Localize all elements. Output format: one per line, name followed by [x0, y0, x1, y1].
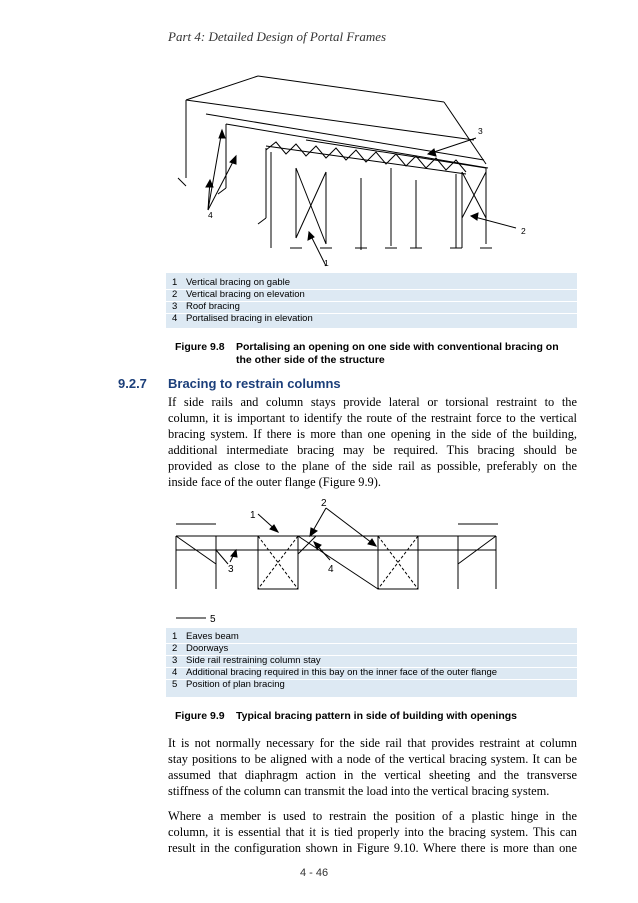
- running-header: Part 4: Detailed Design of Portal Frames: [168, 29, 387, 44]
- figure-9-8-caption: Portalising an opening on one side with conventional bracing on the other side of the structure: [236, 341, 559, 366]
- side-bracing-pattern-diagram: [166, 494, 577, 628]
- callout-2: 2: [321, 498, 327, 509]
- callout-4: 4: [328, 564, 334, 575]
- callout-1: 1: [250, 510, 256, 521]
- portal-frame-bracing-diagram: [166, 68, 577, 273]
- callout-3: 3: [478, 126, 483, 136]
- section-title: Bracing to restrain columns: [168, 376, 341, 391]
- callout-2: 2: [521, 226, 526, 236]
- figure-9-9-label: Figure 9.9: [175, 710, 225, 722]
- callout-5: 5: [210, 614, 216, 625]
- callout-4: 4: [208, 210, 213, 220]
- paragraph-3: Where a member is used to restrain the position of a plastic hinge in the column, it is essential that it is tied properly into the bracing system. This can result in the configuration shown in Figure 9.10. Where there is more than one: [168, 809, 577, 855]
- legend-item: 1 Eaves beam: [172, 631, 239, 642]
- legend-item: 2 Doorways: [172, 643, 229, 654]
- legend-item: 4 Additional bracing required in this bay on the inner face of the outer flange: [172, 667, 498, 678]
- legend-item: 3 Side rail restraining column stay: [172, 655, 321, 666]
- page-number: 4 - 46: [300, 867, 329, 879]
- figure-9-8-box: [166, 68, 577, 328]
- legend-item: 2 Vertical bracing on elevation: [172, 289, 305, 300]
- legend-item: 3 Roof bracing: [172, 301, 240, 312]
- callout-3: 3: [228, 564, 234, 575]
- section-number: 9.2.7: [118, 376, 147, 391]
- legend-item: 1 Vertical bracing on gable: [172, 277, 291, 288]
- figure-9-9-caption: Typical bracing pattern in side of building with openings: [236, 710, 517, 722]
- paragraph-1: If side rails and column stays provide lateral or torsional restraint to the column, it is important to identify the route of the restraint force to the vertical bracing system. If there is more than one opening in the side of the building, additional intermediate bracing may be required. This bracing should be provided as close to the plane of the side rail as possible, preferably on the inside face of the outer flange (Figure 9.9).: [168, 395, 577, 489]
- legend-item: 4 Portalised bracing in elevation: [172, 313, 313, 324]
- callout-1: 1: [324, 258, 329, 268]
- figure-9-9-box: [166, 494, 577, 697]
- figure-9-8-label: Figure 9.8: [175, 341, 225, 353]
- paragraph-2: It is not normally necessary for the side rail that provides restraint at column stay positions to be aligned with a node of the vertical bracing system. It can be assumed that diaphragm action in the vertical sheeting and the transverse stiffness of the column can transmit the load into the vertical bracing system.: [168, 736, 577, 798]
- legend-item: 5 Position of plan bracing: [172, 679, 285, 690]
